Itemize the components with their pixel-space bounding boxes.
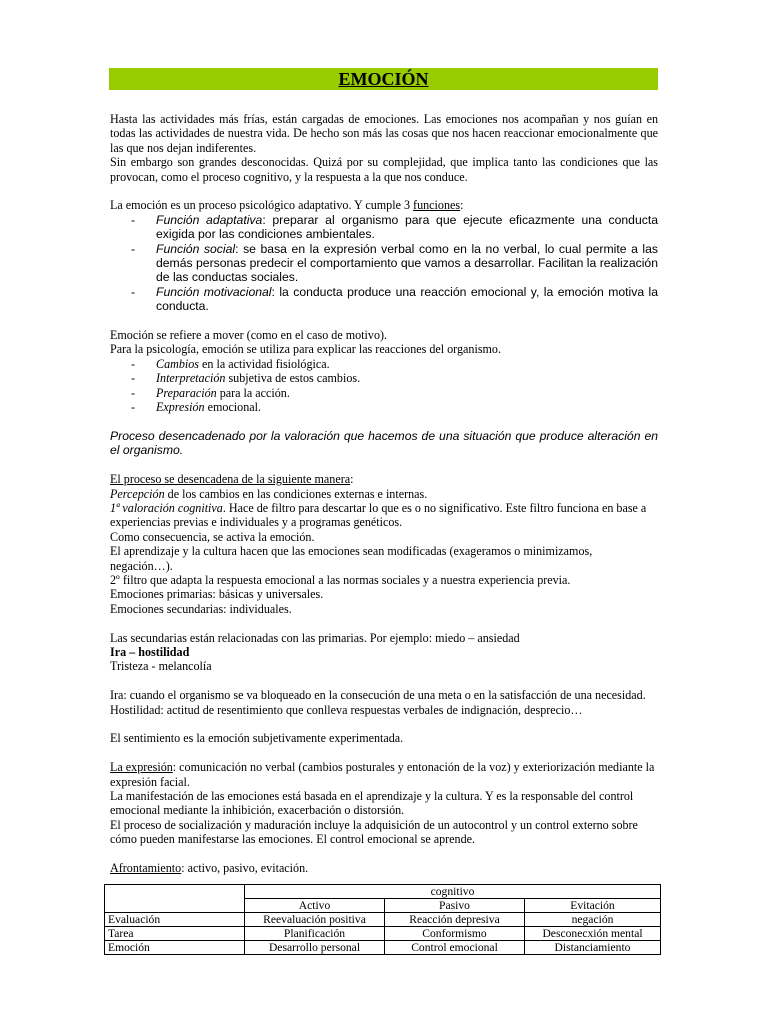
group-header: cognitivo bbox=[245, 885, 661, 899]
expression-line-3: El proceso de socialización y maduración incluye la adquisición de un autocontrol y un control externo sobre cómo pueden manifestarse las emociones. El control emocional se aprende. bbox=[110, 817, 638, 847]
row-label: Tarea bbox=[105, 927, 245, 941]
column-header: Activo bbox=[245, 899, 385, 913]
process-primary: Emociones primarias: básicas y universales. bbox=[110, 587, 324, 602]
process-valuation: 1ª valoración cognitiva. Hace de filtro para descartar lo que es o no significativo. Este filtro funciona en base a experiencias previas e individuales y a programas genéticos. bbox=[110, 500, 647, 530]
expression-line-2: La manifestación de las emociones está basada en el aprendizaje y la cultura. Y es la responsable del control emocional mediante la inhibición, exacerbación o distorsión. bbox=[110, 788, 634, 818]
list-item: - Expresión emocional. bbox=[110, 400, 658, 414]
column-header: Pasivo bbox=[385, 899, 525, 913]
process-secondary: Emociones secundarias: individuales. bbox=[110, 601, 292, 616]
table-cell: Planificación bbox=[245, 927, 385, 941]
functions-link: funciones bbox=[413, 198, 461, 213]
row-label: Evaluación bbox=[105, 913, 245, 927]
relations-line-1: Las secundarias están relacionadas con las primarias. Por ejemplo: miedo – ansiedad bbox=[110, 630, 520, 645]
table-cell: negación bbox=[525, 913, 661, 927]
table-cell: Reevaluación positiva bbox=[245, 913, 385, 927]
functions-list bbox=[110, 213, 658, 314]
hostility-definition: Hostilidad: actitud de resentimiento que conlleva respuestas verbales de indignación, desprecio… bbox=[110, 702, 583, 717]
coping-table bbox=[104, 884, 661, 955]
expression-paragraph: La expresión: comunicación no verbal (cambios posturales y entonación de la voz) y exteriorización mediante la expresión facial. bbox=[110, 760, 655, 789]
relations-line-3: Tristeza - melancolía bbox=[110, 659, 212, 674]
relations-line-2: Ira – hostilidad bbox=[110, 644, 190, 659]
table-cell: Desarrollo personal bbox=[245, 941, 385, 955]
table-row bbox=[105, 913, 661, 927]
row-label: Emoción bbox=[105, 941, 245, 955]
list-item: - Cambios en la actividad fisiológica. bbox=[110, 357, 658, 371]
process-heading: El proceso se desencadena de la siguiente manera: bbox=[110, 472, 354, 487]
definition-line-2: Para la psicología, emoción se utiliza para explicar las reacciones del organismo. bbox=[110, 342, 501, 357]
document-body bbox=[110, 112, 658, 875]
definition-line-1: Emoción se refiere a mover (como en el caso de motivo). bbox=[110, 328, 388, 343]
list-item: - Interpretación subjetiva de estos cambios. bbox=[110, 371, 658, 385]
table-row bbox=[105, 941, 661, 955]
table-cell: Reacción depresiva bbox=[385, 913, 525, 927]
table-cell: Conformismo bbox=[385, 927, 525, 941]
list-item: - Función adaptativa: preparar al organismo para que ejecute eficazmente una conducta exigida por las condiciones ambientales. bbox=[110, 213, 658, 242]
table-cell: Distanciamiento bbox=[525, 941, 661, 955]
feeling-definition: El sentimiento es la emoción subjetivamente experimentada. bbox=[110, 731, 404, 746]
functions-lead: La emoción es un proceso psicológico adaptativo. Y cumple 3 funciones: bbox=[110, 198, 464, 213]
intro-paragraph-1: Hasta las actividades más frías, están cargadas de emociones. Las emociones nos acompañan y nos guían en todas las actividades de nuestra vida. De hecho son más las cosas que nos hacen reaccionar emocionalmente que las que nos dejan indiferentes. bbox=[110, 112, 658, 155]
column-header: Evitación bbox=[525, 899, 661, 913]
list-item: - Preparación para la acción. bbox=[110, 386, 658, 400]
table-row bbox=[105, 885, 661, 899]
reactions-list bbox=[110, 357, 658, 415]
process-consequence: Como consecuencia, se activa la emoción. bbox=[110, 529, 315, 544]
title-bar bbox=[109, 68, 658, 90]
table-cell: Control emocional bbox=[385, 941, 525, 955]
list-item: - Función social: se basa en la expresión verbal como en la no verbal, lo cual permite a las demás personas predecir el comportamiento que vamos a desarrollar. Facilitan la realización de las conductas sociales. bbox=[110, 242, 658, 285]
process-perception: Percepción de los cambios en las condiciones externas e internas. bbox=[110, 486, 428, 501]
coping-line: Afrontamiento: activo, pasivo, evitación. bbox=[110, 860, 309, 875]
process-second-filter: 2º filtro que adapta la respuesta emocional a las normas sociales y a nuestra experiencia previa. bbox=[110, 572, 571, 587]
intro-paragraph-2: Sin embargo son grandes desconocidas. Quizá por su complejidad, que implica tanto las condiciones que las provocan, como el proceso cognitivo, y la respuesta a la que nos conduce. bbox=[110, 155, 658, 184]
table-row bbox=[105, 927, 661, 941]
definition-summary: Proceso desencadenado por la valoración que hacemos de una situación que produce alteración en el organismo. bbox=[110, 428, 658, 458]
list-item: - Función motivacional: la conducta produce una reacción emocional y, la emoción motiva la conducta. bbox=[110, 285, 658, 314]
table-cell: Desconecxión mental bbox=[525, 927, 661, 941]
ira-definition: Ira: cuando el organismo se va bloqueado en la consecución de una meta o en la satisfacción de una necesidad. bbox=[110, 688, 646, 703]
page-title: EMOCIÓN bbox=[338, 69, 429, 89]
process-learning: El aprendizaje y la cultura hacen que las emociones sean modificadas (exageramos o minimizamos, negación…). bbox=[110, 544, 593, 573]
